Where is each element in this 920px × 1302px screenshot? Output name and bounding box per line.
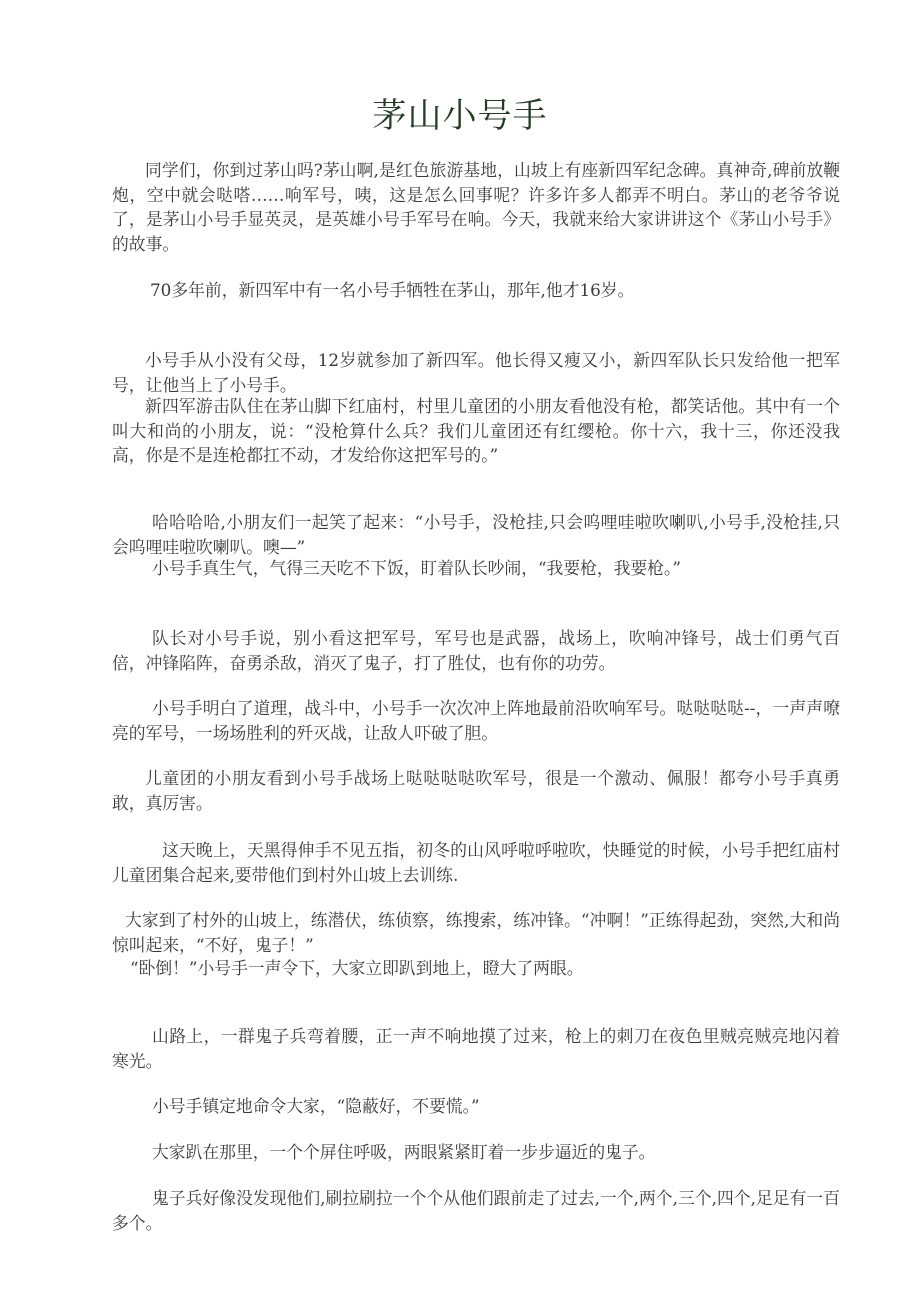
paragraph: 鬼子兵好像没发现他们,刷拉刷拉一个个从他们跟前走了过去,一个,两个,三个,四个,足足有一百多个。 [112, 1188, 840, 1233]
paragraph: 同学们，你到过茅山吗?茅山啊,是红色旅游基地，山坡上有座新四军纪念碑。真神奇,碑前放鞭炮，空中就会哒嗒……响军号，咦，这是怎么回事呢？许多许多人都弄不明白。茅山的老爷爷说了，是茅山小号手显英灵，是英雄小号手军号在响。今天，我就来给大家讲讲这个《茅山小号手》的故事。 [112, 160, 840, 254]
paragraph: 这天晚上，天黑得伸手不见五指，初冬的山风呼啦呼啦吹，快睡觉的时候，小号手把红庙村儿童团集合起来,要带他们到村外山坡上去训练. [112, 840, 840, 885]
paragraph: 山路上，一群鬼子兵弯着腰，正一声不响地摸了过来，枪上的刺刀在夜色里贼亮贼亮地闪着寒光。 [112, 1026, 840, 1071]
paragraph: 小号手从小没有父母，12岁就参加了新四军。他长得又瘦又小，新四军队长只发给他一把军号，让他当上了小号手。 [112, 350, 840, 395]
paragraph: 小号手镇定地命令大家，“隐蔽好，不要慌。” [152, 1096, 480, 1116]
paragraph: 儿童团的小朋友看到小号手战场上哒哒哒哒吹军号，很是一个激动、佩服！都夸小号手真勇敢，真厉害。 [112, 768, 840, 813]
paragraph: “卧倒！”小号手一声令下，大家立即趴到地上，瞪大了两眼。 [130, 958, 584, 978]
paragraph: 队长对小号手说，别小看这把军号，军号也是武器，战场上，吹响冲锋号，战士们勇气百倍，冲锋陷阵，奋勇杀敌，消灭了鬼子，打了胜仗，也有你的功劳。 [112, 628, 840, 673]
paragraph: 70多年前，新四军中有一名小号手牺牲在茅山，那年,他才16岁。 [150, 280, 635, 300]
paragraph: 新四军游击队住在茅山脚下红庙村，村里儿童团的小朋友看他没有枪，都笑话他。其中有一个叫大和尚的小朋友，说：“没枪算什么兵？我们儿童团还有红缨枪。你十六，我十三，你还没我高，你是不是连枪都扛不动，才发给你这把军号的。” [112, 396, 840, 465]
paragraph: 小号手真生气，气得三天吃不下饭，盯着队长吵闹，“我要枪，我要枪。” [152, 558, 681, 578]
paragraph: 哈哈哈哈,小朋友们一起笑了起来：“小号手，没枪挂,只会呜哩哇啦吹喇叭,小号手,没枪挂,只会呜哩哇啦吹喇叭。噢—” [112, 512, 840, 557]
paragraph: 大家到了村外的山坡上，练潜伏，练侦察，练搜索，练冲锋。“冲啊！”正练得起劲，突然,大和尚惊叫起来，“不好，鬼子！” [112, 910, 840, 955]
paragraph: 大家趴在那里，一个个屏住呼吸，两眼紧紧盯着一步步逼近的鬼子。 [152, 1142, 656, 1162]
document-title: 茅山小号手 [372, 96, 548, 136]
paragraph: 小号手明白了道理，战斗中，小号手一次次冲上阵地最前沿吹响军号。哒哒哒哒--，一声声嘹亮的军号，一场场胜利的歼灭战，让敌人吓破了胆。 [112, 698, 840, 743]
